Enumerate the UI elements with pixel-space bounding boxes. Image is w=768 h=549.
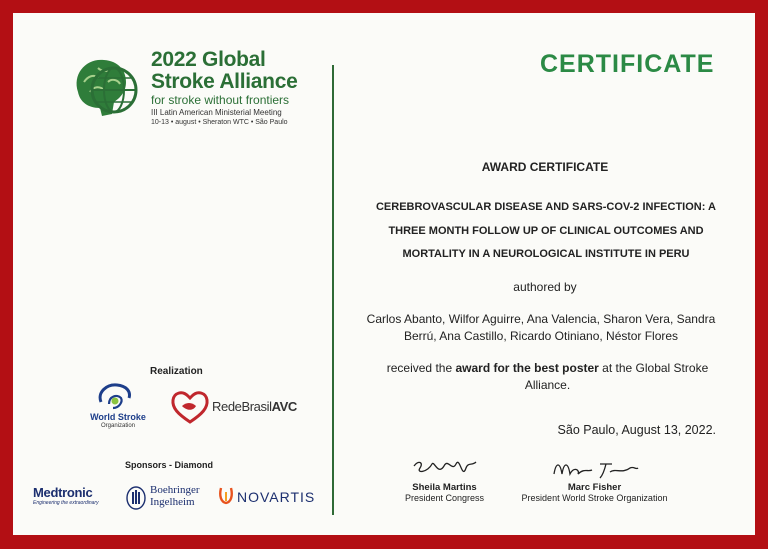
award-statement-line-2: Alliance. <box>524 378 571 392</box>
boehringer-line-2: Ingelheim <box>150 496 195 508</box>
medtronic-tagline: Engineering the extraordinary <box>33 500 99 506</box>
rede-name <box>212 399 297 414</box>
signature-block-marc <box>512 456 677 504</box>
medtronic-logo <box>33 485 118 506</box>
award-bold: award for the best poster <box>455 361 599 375</box>
event-title <box>151 49 297 93</box>
paper-title-line-3: MORTALITY IN A NEUROLOGICAL INSTITUTE IN PERU <box>402 248 690 260</box>
signature-block-sheila <box>392 454 497 504</box>
award-pre: received the <box>386 361 456 375</box>
boehringer-line-1: Boehringer <box>150 484 200 496</box>
paper-title-line-2: THREE MONTH FOLLOW UP OF CLINICAL OUTCOMES AND <box>388 224 704 237</box>
sponsors-label: Sponsors - Diamond <box>125 460 214 470</box>
novartis-name: NOVARTIS <box>237 489 316 505</box>
event-date-place: 10-13 • august • Sheraton WTC • São Paulo <box>151 119 288 126</box>
world-stroke-organization-logo <box>83 382 153 437</box>
award-statement <box>355 360 740 394</box>
redebrasilavc-logo <box>170 388 300 428</box>
wso-name: World Stroke <box>90 412 146 422</box>
authored-by-label: authored by <box>513 280 577 294</box>
signatory-name: Sheila Martins <box>412 482 477 493</box>
realization-label: Realization <box>150 366 203 377</box>
vertical-divider <box>332 65 334 515</box>
certificate-heading: CERTIFICATE <box>540 50 715 78</box>
novartis-flame-icon <box>218 486 234 506</box>
signatory-role: President World Stroke Organization <box>521 493 668 503</box>
paper-title <box>346 196 746 267</box>
wso-org: Organization <box>100 423 136 429</box>
signature-scribble-icon <box>410 454 480 482</box>
event-title-line-1: 2022 Global <box>151 48 266 71</box>
brain-globe-logo-icon <box>68 52 140 126</box>
rede-prefix: RedeBrasil <box>212 399 272 414</box>
event-subtitle: III Latin American Ministerial Meeting <box>151 108 282 117</box>
award-title: AWARD CERTIFICATE <box>481 160 609 174</box>
boehringer-logo <box>126 484 211 512</box>
award-post: at the Global Stroke <box>598 361 709 375</box>
award-statement-line-1 <box>355 360 740 377</box>
event-tagline: for stroke without frontiers <box>151 93 290 107</box>
place-date: São Paulo, August 13, 2022. <box>557 423 716 437</box>
wso-brain-icon <box>95 382 135 412</box>
medtronic-name: Medtronic <box>33 485 93 500</box>
authors-list <box>350 311 732 345</box>
novartis-logo <box>218 486 328 506</box>
authors-line-2: Berrú, Ana Castillo, Ricardo Otiniano, Néstor Flores <box>403 329 679 343</box>
signature-scribble-icon <box>550 456 640 482</box>
boehringer-name <box>150 484 199 508</box>
signatory-role: President Congress <box>404 493 485 503</box>
boehringer-building-icon <box>126 486 146 510</box>
paper-title-line-1: CEREBROVASCULAR DISEASE AND SARS-COV-2 INFECTION: A <box>375 201 716 213</box>
rede-heart-icon <box>170 388 210 426</box>
event-title-line-2: Stroke Alliance <box>151 70 298 93</box>
authors-line-1: Carlos Abanto, Wilfor Aguirre, Ana Valencia, Sharon Vera, Sandra <box>366 312 716 326</box>
rede-suffix: AVC <box>271 399 297 414</box>
signatory-name: Marc Fisher <box>567 482 622 493</box>
